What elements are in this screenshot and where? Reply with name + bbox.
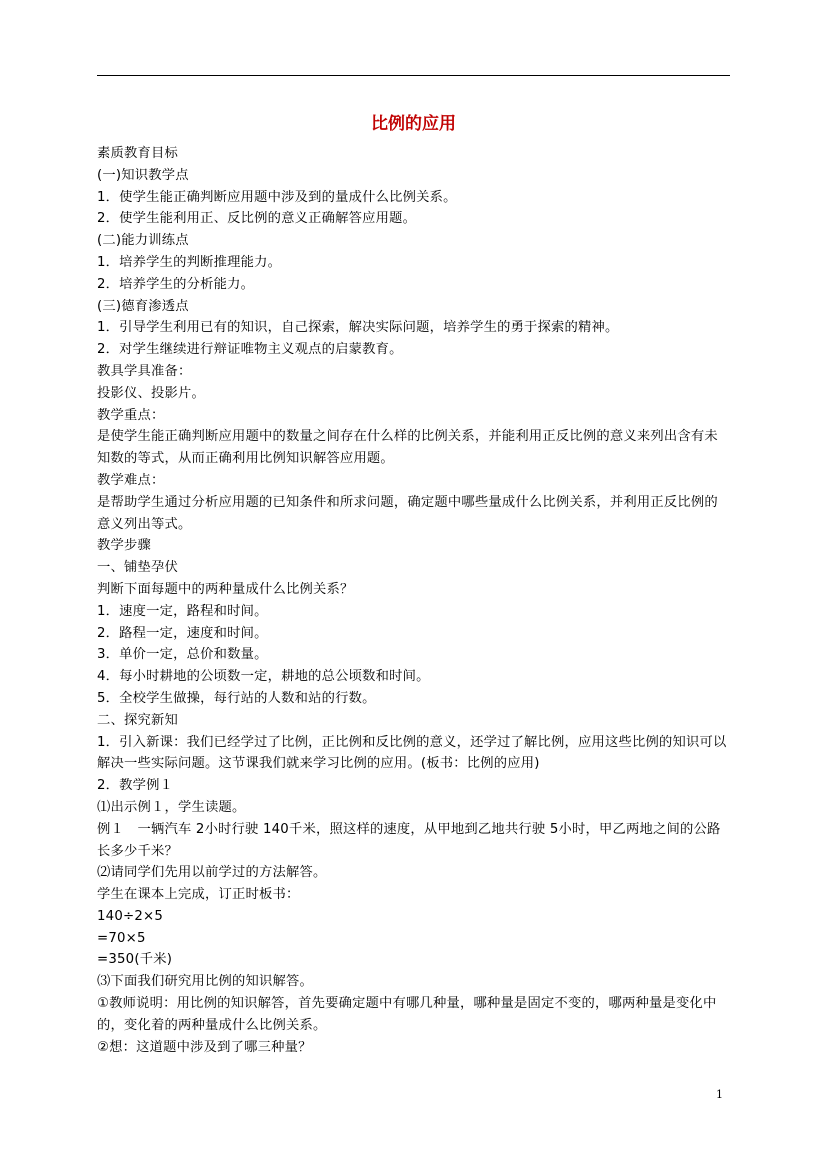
text-line: 一、铺垫孕伏	[97, 560, 178, 576]
text-line: (一)知识教学点	[97, 167, 189, 183]
text-line: (二)能力训练点	[97, 233, 189, 249]
math-line: =350(千米)	[97, 952, 173, 968]
text-paragraph: 是使学生能正确判断应用题中的数量之间存在什么样的比例关系，并能利用正反比例的意义来列出含有未知数的等式，从而正确利用比例知识解答应用题。	[97, 429, 718, 467]
text-line: 教学难点：	[97, 472, 165, 488]
text-paragraph: 例１ 一辆汽车 2小时行驶 140千米，照这样的速度，从甲地到乙地共行驶 5小时，甲乙两地之间的公路长多少千米？	[97, 821, 721, 859]
page-number: 1	[716, 1088, 723, 1101]
text-line: 判断下面每题中的两种量成什么比例关系？	[97, 581, 354, 597]
text-paragraph: ①教师说明：用比例的知识解答，首先要确定题中有哪几种量，哪种量是固定不变的，哪两种量是变化中的，变化着的两种量成什么比例关系。	[97, 996, 717, 1033]
text-line: 3．单价一定，总价和数量。	[97, 647, 268, 663]
text-line: 2．路程一定，速度和时间。	[97, 625, 268, 641]
math-line: =70×5	[97, 930, 146, 946]
text-line: 教学步骤	[97, 538, 151, 554]
text-line: ⑴出示例１，学生读题。	[97, 799, 246, 815]
text-line: (三)德育渗透点	[97, 298, 189, 314]
document-body	[97, 143, 730, 1058]
text-line: 投影仪、投影片。	[97, 385, 205, 401]
math-line: 140÷2×5	[97, 908, 163, 924]
text-line: 学生在课本上完成，订正时板书：	[97, 887, 300, 903]
text-line: ⑵请同学们先用以前学过的方法解答。	[97, 865, 327, 881]
text-line: 二、探究新知	[97, 712, 178, 728]
text-line: ⑶下面我们研究用比例的知识解答。	[97, 974, 313, 990]
text-line: 2．培养学生的分析能力。	[97, 276, 255, 292]
text-line: 4．每小时耕地的公顷数一定，耕地的总公顷数和时间。	[97, 669, 430, 685]
text-line: 教具学具准备：	[97, 363, 192, 379]
text-line: 1．培养学生的判断推理能力。	[97, 254, 282, 270]
header-rule	[97, 75, 730, 76]
text-line: 教学重点：	[97, 407, 165, 423]
text-line: 5．全校学生做操，每行站的人数和站的行数。	[97, 690, 376, 706]
text-line: 2．教学例１	[97, 778, 174, 794]
text-line: 1．使学生能正确判断应用题中涉及到的量成什么比例关系。	[97, 189, 457, 205]
text-line: 1．速度一定，路程和时间。	[97, 603, 268, 619]
page-title: 比例的应用	[371, 114, 456, 134]
text-line: 素质教育目标	[97, 146, 178, 161]
text-line: 2．对学生继续进行辩证唯物主义观点的启蒙教育。	[97, 342, 403, 358]
text-paragraph: 是帮助学生通过分析应用题的已知条件和所求问题，确定题中哪些量成什么比例关系，并利用正反比例的意义列出等式。	[97, 494, 718, 532]
text-line: 1．引导学生利用已有的知识，自己探索，解决实际问题，培养学生的勇于探索的精神。	[97, 320, 619, 336]
text-line: ②想：这道题中涉及到了哪三种量？	[97, 1039, 312, 1055]
text-paragraph: 1．引入新课：我们已经学过了比例，正比例和反比例的意义，还学过了解比例，应用这些比例的知识可以解决一些实际问题。这节课我们就来学习比例的应用。(板书：比例的应用)	[97, 734, 727, 772]
text-line: 2．使学生能利用正、反比例的意义正确解答应用题。	[97, 211, 417, 227]
